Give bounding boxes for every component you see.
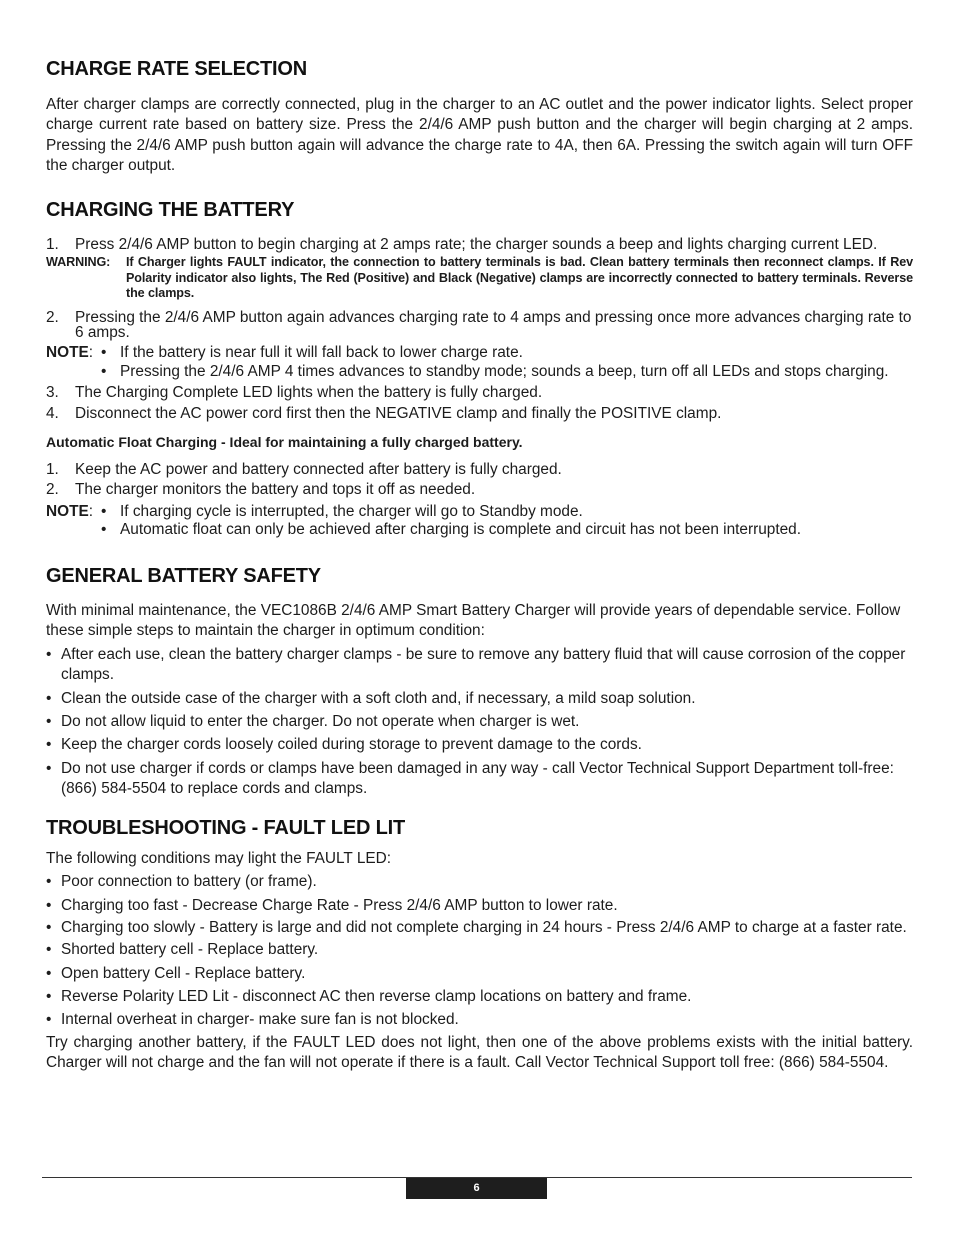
warning-note xyxy=(46,255,913,302)
list-text: Shorted battery cell - Replace battery. xyxy=(61,941,319,959)
list-text: Poor connection to battery (or frame). xyxy=(61,873,317,891)
page-number: 6 xyxy=(406,1178,547,1199)
section-heading: CHARGING THE BATTERY xyxy=(46,199,295,221)
bullet: • xyxy=(46,1011,52,1029)
bullet: • xyxy=(101,521,107,539)
list-text: Keep the charger cords loosely coiled during storage to prevent damage to the cords. xyxy=(61,736,642,754)
list-text: Clean the outside case of the charger with a soft cloth and, if necessary, a mild soap solution. xyxy=(61,689,696,707)
note xyxy=(46,344,913,363)
list-text: Charging too slowly - Battery is large and did not complete charging in 24 hours - Press 2/4/6 AMP to charge at a faster rate. xyxy=(61,919,907,937)
note xyxy=(46,521,913,540)
note xyxy=(46,503,913,522)
list-item xyxy=(46,383,913,403)
charging-section xyxy=(46,198,913,540)
note-text: If the battery is near full it will fall back to lower charge rate. xyxy=(120,343,523,361)
list-item xyxy=(46,645,913,686)
float-charging-heading: Automatic Float Charging - Ideal for maintaining a fully charged battery. xyxy=(46,433,523,450)
bullet: • xyxy=(46,713,52,731)
list-item xyxy=(46,964,913,984)
fault-list xyxy=(46,872,913,1030)
list-item xyxy=(46,480,913,500)
note-label: NOTE: xyxy=(46,502,94,520)
section-heading: GENERAL BATTERY SAFETY xyxy=(46,565,321,587)
list-item xyxy=(46,404,913,424)
list-text: Keep the AC power and battery connected after battery is fully charged. xyxy=(75,460,562,478)
bullet: • xyxy=(46,759,52,777)
list-item xyxy=(46,987,913,1007)
troubleshooting-section xyxy=(46,816,913,1074)
list-text: The charger monitors the battery and tops it off as needed. xyxy=(75,481,476,499)
bullet: • xyxy=(46,689,52,707)
list-item xyxy=(46,310,913,340)
bullet: • xyxy=(101,362,107,380)
list-text: Reverse Polarity LED Lit - disconnect AC then reverse clamp locations on battery and frame. xyxy=(61,988,692,1006)
list-item xyxy=(46,1010,913,1030)
list-text: Press 2/4/6 AMP button to begin charging at 2 amps rate; the charger sounds a beep and lights charging current LED. xyxy=(75,236,878,253)
paragraph: After charger clamps are correctly connected, plug in the charger to an AC outlet and the power indicator lights. Select proper charge current rate based on battery size. Press the 2/4/6 AMP push button and the charger will begin charging at 2 amps. Pressing the 2/4/6 AMP push button again will advance the charge rate to 4A, then 6A. Pressing the switch again will turn OFF the charger output. xyxy=(46,96,913,175)
list-text: The Charging Complete LED lights when the battery is fully charged. xyxy=(75,384,543,402)
bullet: • xyxy=(46,941,52,959)
bullet: • xyxy=(46,988,52,1006)
list-item xyxy=(46,759,913,800)
paragraph: The following conditions may light the FAULT LED: xyxy=(46,850,392,867)
list-item xyxy=(46,940,913,960)
paragraph: With minimal maintenance, the VEC1086B 2/4/6 AMP Smart Battery Charger will provide years of dependable service. Follow these simple steps to maintain the charger in optimum condition: xyxy=(46,602,901,640)
list-text: After each use, clean the battery charger clamps - be sure to remove any battery fluid that will cause corrosion of the copper clamps. xyxy=(61,645,906,684)
list-item xyxy=(46,460,913,480)
list-text: Internal overheat in charger- make sure fan is not blocked. xyxy=(61,1011,459,1029)
list-item xyxy=(46,735,913,755)
bullet: • xyxy=(101,343,107,361)
note-label: NOTE: xyxy=(46,343,94,361)
list-item xyxy=(46,872,913,892)
charge-rate-section xyxy=(46,57,913,177)
note-text: Automatic float can only be achieved after charging is complete and circuit has not been interrupted. xyxy=(120,521,802,539)
bullet: • xyxy=(46,964,52,982)
list-text: Do not allow liquid to enter the charger. Do not operate when charger is wet. xyxy=(61,713,580,731)
warning-label: WARNING: xyxy=(46,255,111,270)
paragraph: Try charging another battery, if the FAULT LED does not light, then one of the above problems exists with the initial battery. Charger will not charge and the fan will not operate if there is a fault. Call Vector Technical Support toll free: (866) 584-5504. xyxy=(46,1033,913,1072)
bullet: • xyxy=(46,873,52,891)
list-text: Disconnect the AC power cord first then the NEGATIVE clamp and finally the POSITIVE clamp. xyxy=(75,404,722,422)
note-text: If charging cycle is interrupted, the charger will go to Standby mode. xyxy=(120,502,583,520)
list-text: Pressing the 2/4/6 AMP button again advances charging rate to 4 amps and pressing once more advances charging rate to 6 amps. xyxy=(75,308,912,341)
list-item xyxy=(46,919,913,936)
list-number: 2. xyxy=(46,481,59,499)
section-heading: TROUBLESHOOTING - FAULT LED LIT xyxy=(46,817,405,839)
list-number: 1. xyxy=(46,460,59,478)
list-item xyxy=(46,235,913,255)
list-text: Charging too fast - Decrease Charge Rate - Press 2/4/6 AMP button to lower rate. xyxy=(61,896,618,914)
list-text: Do not use charger if cords or clamps have been damaged in any way - call Vector Technical Support Department toll-free: (866) 584-5504 to replace cords and clamps. xyxy=(61,759,894,798)
note-text: Pressing the 2/4/6 AMP 4 times advances to standby mode; sounds a beep, turn off all LEDs and stops charging. xyxy=(120,362,889,380)
section-heading: CHARGE RATE SELECTION xyxy=(46,58,307,80)
list-item xyxy=(46,689,913,709)
bullet: • xyxy=(46,736,52,754)
safety-section xyxy=(46,564,913,800)
bullet: • xyxy=(46,896,52,914)
warning-text: If Charger lights FAULT indicator, the connection to battery terminals is bad. Clean battery terminals then reconnect clamps. If Rev Polarity indicator also lights, The Red (Positive) and Black (Negative) clamps are incorrectly connected to battery terminals. Reverse the clamps. xyxy=(126,255,913,301)
list-number: 1. xyxy=(46,236,59,253)
safety-list xyxy=(46,645,913,800)
list-item xyxy=(46,712,913,732)
bullet: • xyxy=(46,919,52,937)
list-number: 2. xyxy=(46,308,59,326)
list-item xyxy=(46,896,913,916)
bullet: • xyxy=(101,502,107,520)
bullet: • xyxy=(46,645,52,663)
note xyxy=(46,363,913,382)
list-number: 3. xyxy=(46,384,59,402)
list-number: 4. xyxy=(46,404,59,422)
list-text: Open battery Cell - Replace battery. xyxy=(61,964,306,982)
